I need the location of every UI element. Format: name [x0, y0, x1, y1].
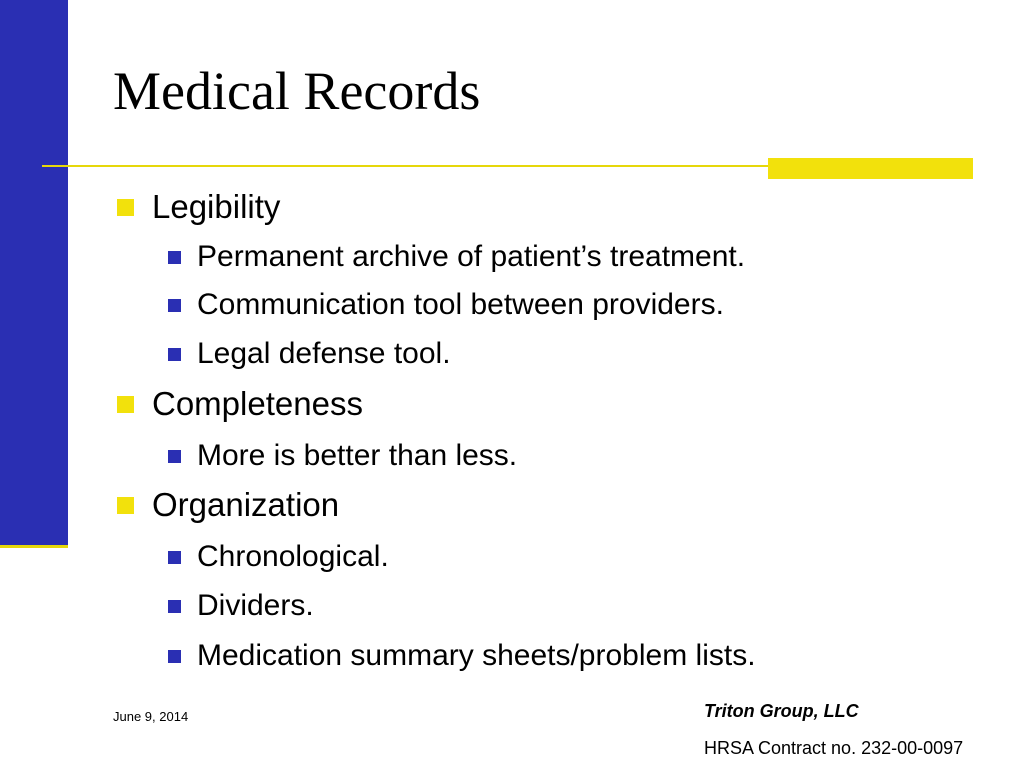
- sub-bullet-square-icon: [168, 600, 181, 613]
- sub-bullet-item: Communication tool between providers.: [197, 288, 724, 321]
- side-accent-edge: [0, 545, 68, 548]
- sub-bullet-item: Chronological.: [197, 540, 389, 573]
- footer-date: June 9, 2014: [113, 709, 189, 724]
- footer-contract: HRSA Contract no. 232-00-0097: [704, 738, 964, 758]
- bullet-item: Organization: [152, 486, 340, 523]
- title-rule-line: [42, 165, 770, 167]
- sub-bullet-square-icon: [168, 551, 181, 564]
- sub-bullet-item: Permanent archive of patient’s treatment.: [197, 240, 746, 273]
- side-accent-bar: [0, 0, 68, 545]
- bullet-square-icon: [117, 199, 134, 216]
- sub-bullet-square-icon: [168, 299, 181, 312]
- bullet-item: Completeness: [152, 385, 363, 422]
- sub-bullet-square-icon: [168, 650, 181, 663]
- slide-title: Medical Records: [113, 61, 481, 121]
- bullet-square-icon: [117, 396, 134, 413]
- sub-bullet-item: Legal defense tool.: [197, 337, 451, 370]
- title-rule-block: [768, 158, 973, 179]
- sub-bullet-square-icon: [168, 251, 181, 264]
- sub-bullet-square-icon: [168, 348, 181, 361]
- bullet-item: Legibility: [152, 188, 281, 225]
- sub-bullet-item: Medication summary sheets/problem lists.: [197, 639, 756, 672]
- sub-bullet-item: More is better than less.: [197, 439, 518, 472]
- sub-bullet-item: Dividers.: [197, 589, 314, 622]
- sub-bullet-square-icon: [168, 450, 181, 463]
- bullet-square-icon: [117, 497, 134, 514]
- footer-company: Triton Group, LLC: [704, 701, 859, 721]
